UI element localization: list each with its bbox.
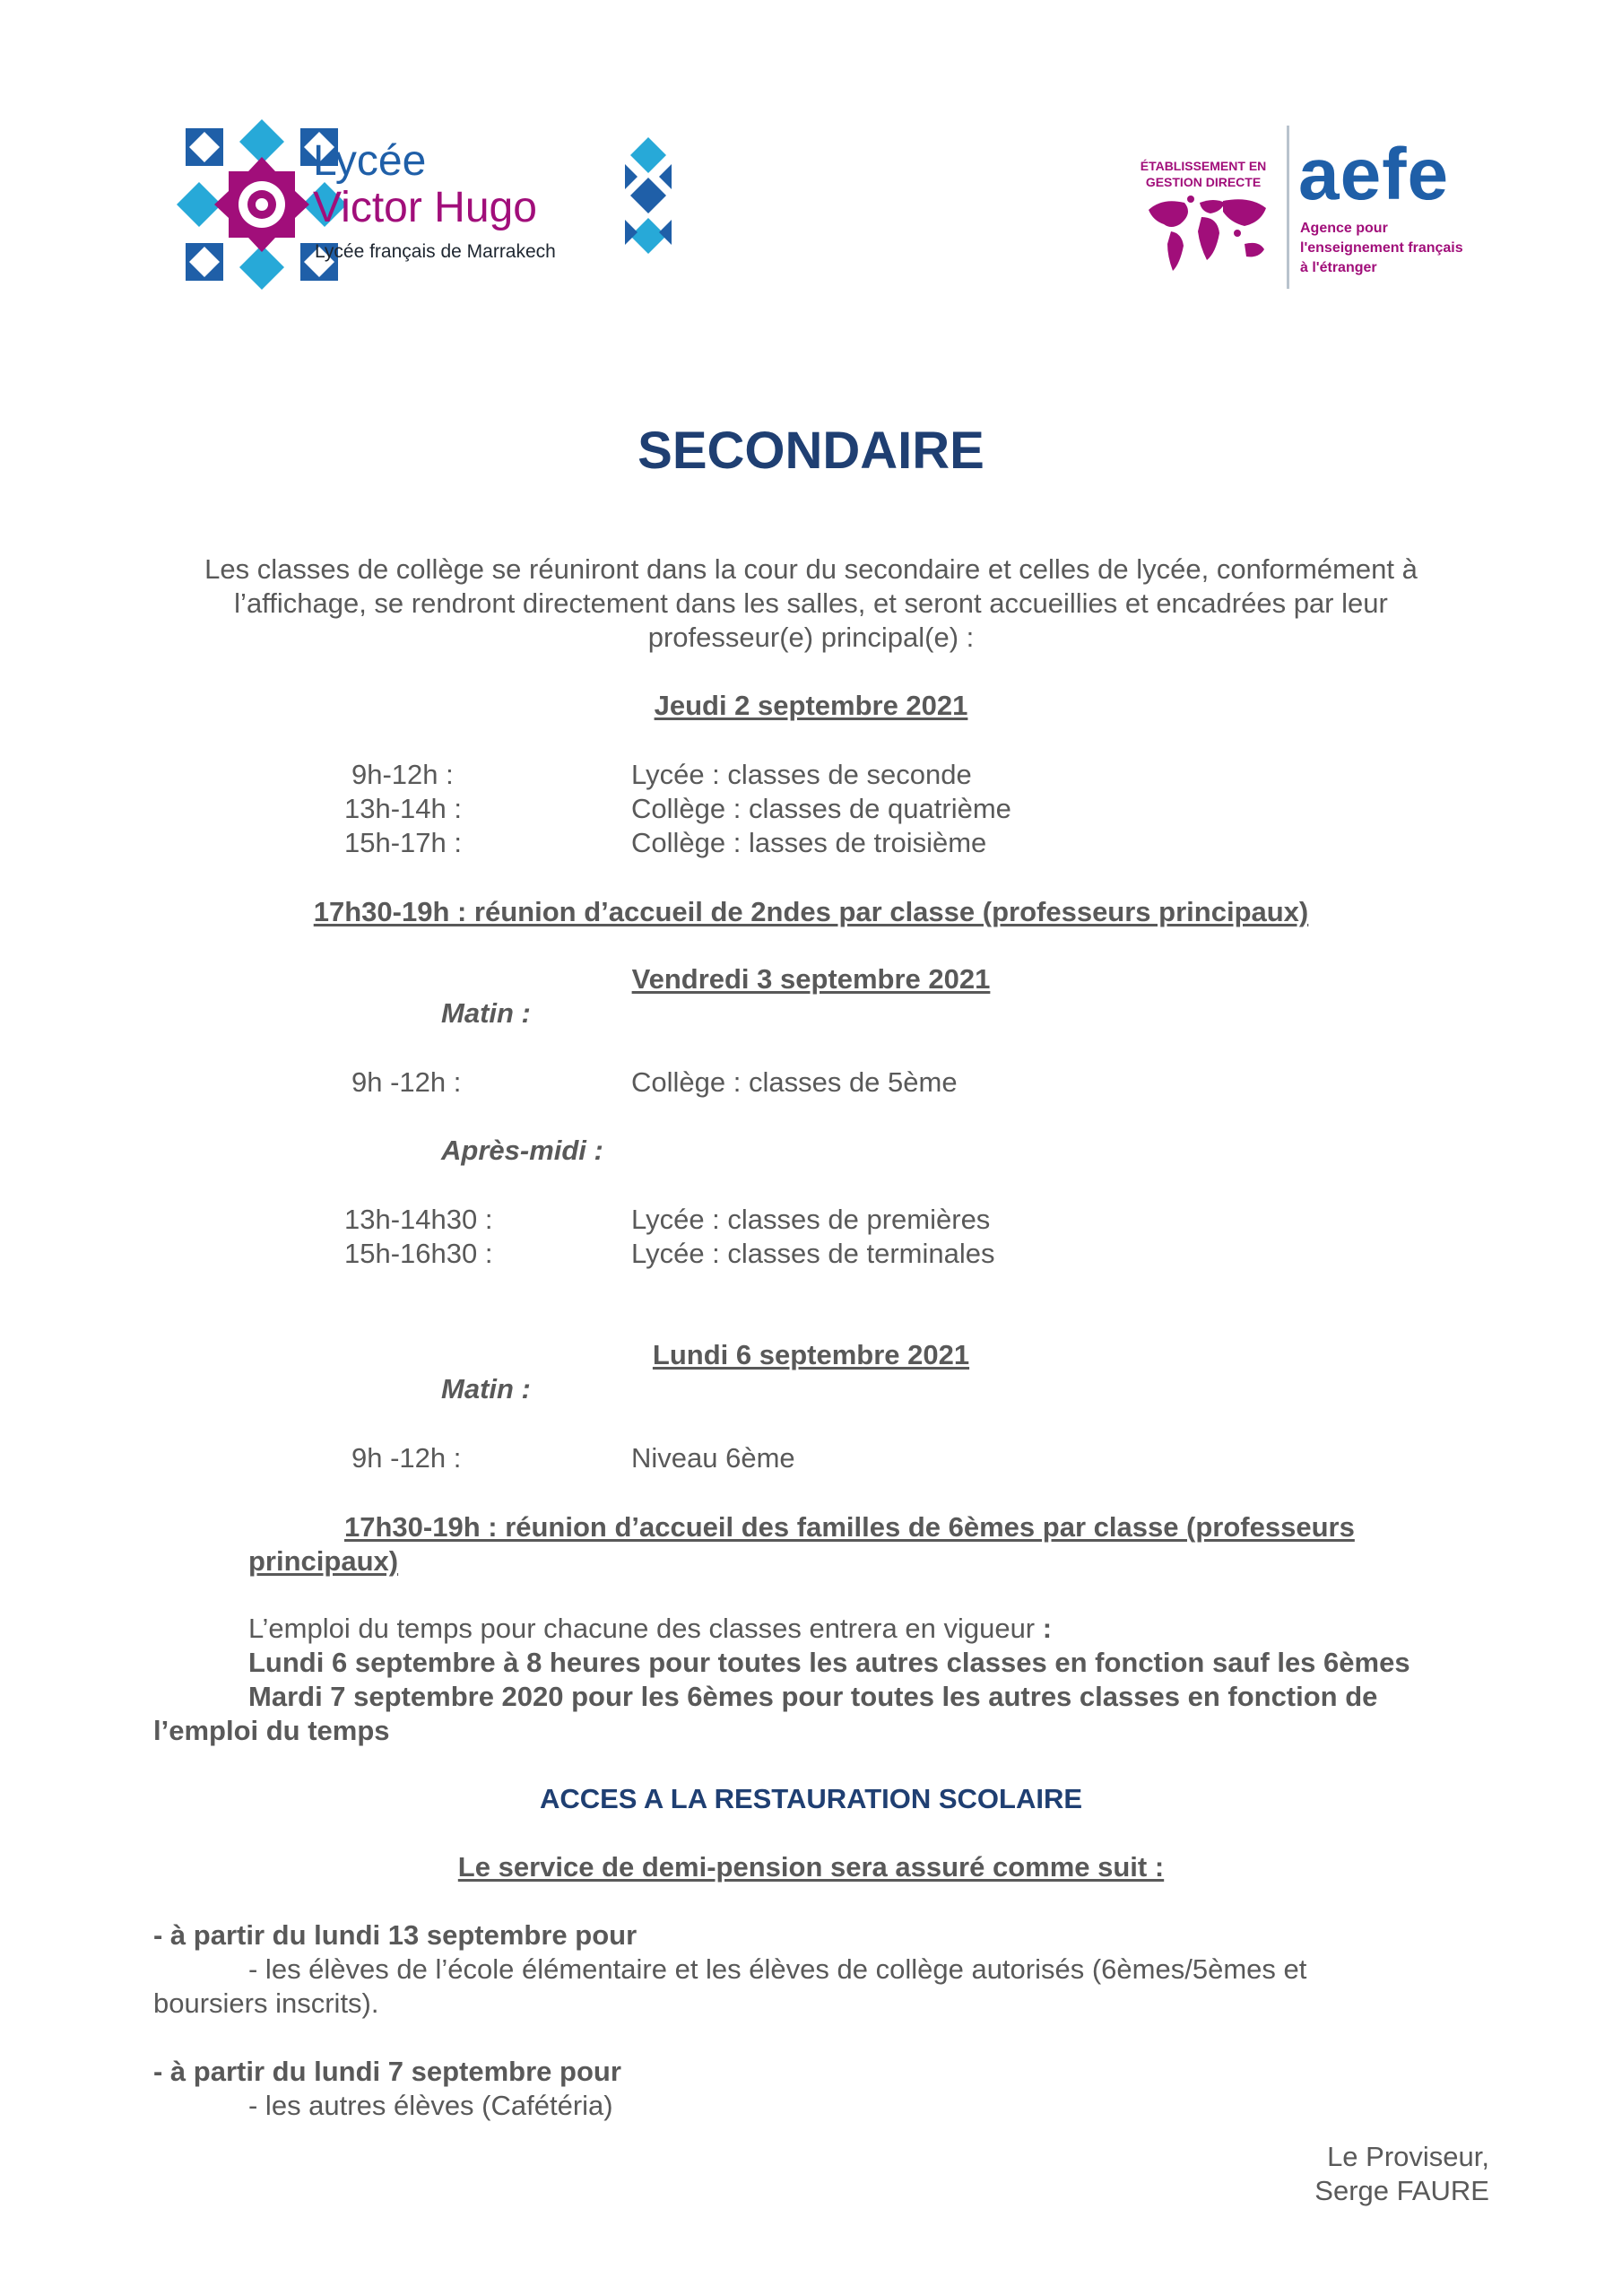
- day2-afternoon-label: Après-midi :: [441, 1135, 603, 1166]
- day2-afternoon-desc-2: Lycée : classes de terminales: [631, 1238, 995, 1269]
- day3-morning-label: Matin :: [441, 1373, 531, 1405]
- day2-morning-desc-1: Collège : classes de 5ème: [631, 1066, 958, 1098]
- agency-divider: [1287, 126, 1289, 289]
- day2-afternoon-time-2: 15h-16h30 :: [344, 1238, 493, 1269]
- day2-afternoon-time-1: 13h-14h30 :: [344, 1204, 493, 1235]
- day2-afternoon-desc-1: Lycée : classes de premières: [631, 1204, 991, 1235]
- agency-tagline-line2: l'enseignement français: [1300, 240, 1463, 256]
- agency-tagline: [1300, 219, 1463, 278]
- day1-desc-2: Collège : classes de quatrième: [631, 793, 1011, 824]
- schedule-line-1: Lundi 6 septembre à 8 heures pour toutes les autres classes en fonction sauf les 6èmes: [248, 1647, 1410, 1678]
- school-logo: [177, 119, 688, 290]
- day1-meeting: 17h30-19h : réunion d’accueil de 2ndes par classe (professeurs principaux): [313, 896, 1309, 927]
- schedule-line-3: l’emploi du temps: [153, 1715, 390, 1746]
- restauration-item1-title: - à partir du lundi 13 septembre pour: [153, 1919, 638, 1951]
- day1-time-1: 9h-12h :: [351, 759, 454, 790]
- school-name-line1: Lycée: [313, 137, 427, 185]
- restauration-subheading: Le service de demi-pension sera assuré comme suit :: [457, 1851, 1165, 1883]
- intro-line-3: professeur(e) principal(e) :: [647, 622, 975, 653]
- world-map-icon: [1144, 194, 1270, 274]
- day3-time-1: 9h -12h :: [351, 1442, 462, 1474]
- restauration-heading: ACCES A LA RESTAURATION SCOLAIRE: [539, 1783, 1083, 1814]
- day1-time-2: 13h-14h :: [344, 793, 462, 824]
- intro-line-2: l’affichage, se rendront directement dans les salles, et seront accueillies et encadrées par leur: [234, 587, 1388, 619]
- day2-date: Vendredi 3 septembre 2021: [631, 963, 991, 995]
- schedule-intro-text: L’emploi du temps pour chacune des classes entrera en vigueur: [248, 1613, 1036, 1644]
- day1-desc-1: Lycée : classes de seconde: [631, 759, 972, 790]
- schedule-intro-colon: :: [1035, 1613, 1053, 1644]
- restauration-item1-line-2: boursiers inscrits).: [153, 1987, 379, 2019]
- schedule-line-2: Mardi 7 septembre 2020 pour les 6èmes pour toutes les autres classes en fonction de: [248, 1681, 1378, 1712]
- signature-name: Serge FAURE: [1314, 2175, 1489, 2206]
- agency-status: ÉTABLISSEMENT EN GESTION DIRECTE: [1140, 159, 1267, 189]
- agency-logo: [1132, 126, 1508, 296]
- signature-role: Le Proviseur,: [1327, 2141, 1489, 2172]
- day3-desc-1: Niveau 6ème: [631, 1442, 795, 1474]
- school-pattern-icon: [625, 137, 672, 272]
- page-title: SECONDAIRE: [638, 422, 984, 480]
- day2-morning-time-1: 9h -12h :: [351, 1066, 462, 1098]
- day2-morning-label: Matin :: [441, 997, 531, 1029]
- restauration-item2-title: - à partir du lundi 7 septembre pour: [153, 2056, 621, 2087]
- agency-tagline-line3: à l'étranger: [1300, 260, 1377, 275]
- restauration-item2-line-1: - les autres élèves (Cafétéria): [248, 2090, 613, 2121]
- intro-line-1: Les classes de collège se réuniront dans la cour du secondaire et celles de lycée, conformément à: [204, 553, 1418, 585]
- school-name-line2: Victor Hugo: [313, 184, 537, 231]
- agency-tagline-line1: Agence pour: [1300, 221, 1388, 236]
- day3-date: Lundi 6 septembre 2021: [652, 1339, 970, 1370]
- day1-time-3: 15h-17h :: [344, 827, 462, 858]
- schedule-intro: [248, 1612, 1052, 1646]
- agency-acronym: aefe: [1298, 134, 1450, 215]
- restauration-item1-line-1: - les élèves de l’école élémentaire et les élèves de collège autorisés (6èmes/5èmes et: [248, 1953, 1307, 1985]
- day1-desc-3: Collège : lasses de troisième: [631, 827, 987, 858]
- day3-meeting-line-1: 17h30-19h : réunion d’accueil des familles de 6èmes par classe (professeurs: [344, 1511, 1355, 1543]
- school-subtitle: Lycée français de Marrakech: [315, 241, 556, 262]
- day1-date: Jeudi 2 septembre 2021: [654, 690, 968, 721]
- day3-meeting-line-2: principaux): [248, 1545, 399, 1577]
